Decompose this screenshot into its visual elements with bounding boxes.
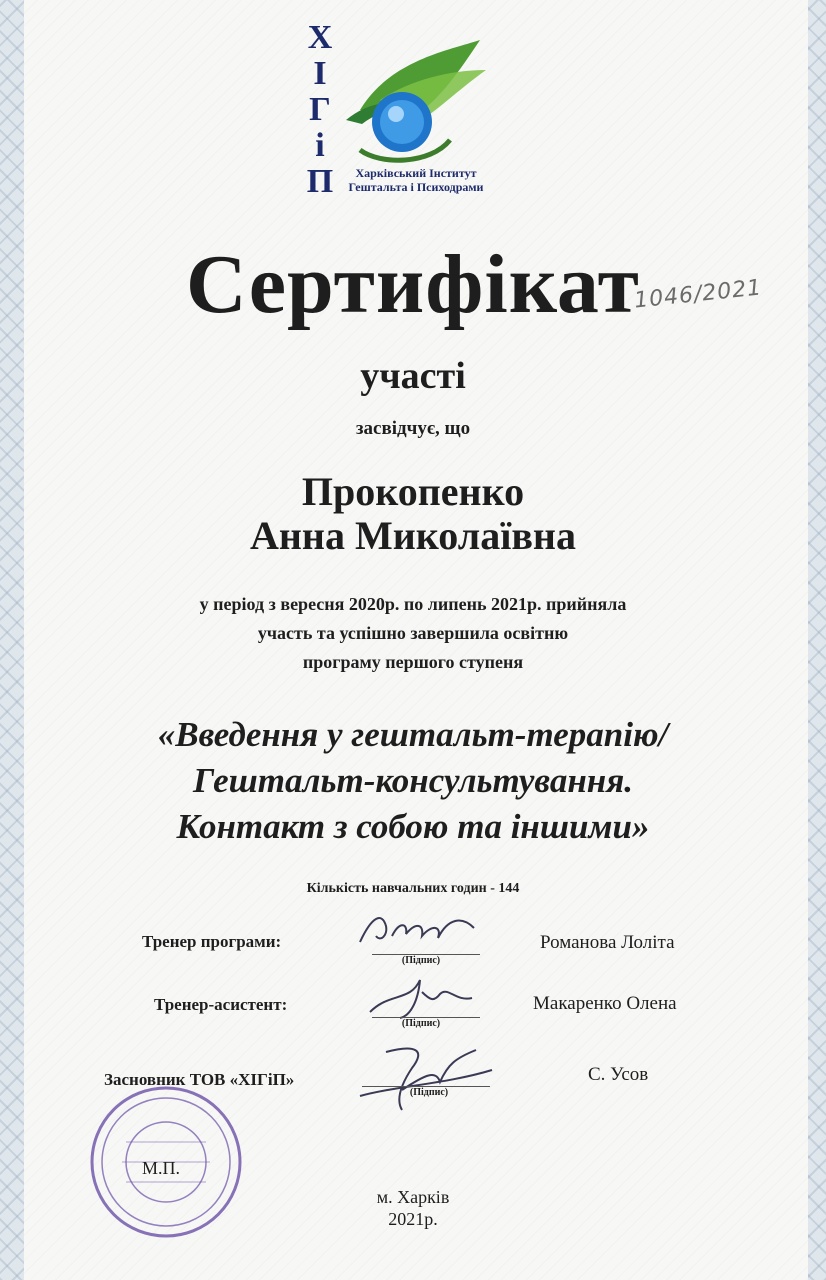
statement-line2: участь та успішно завершила освітню (257, 623, 569, 643)
assistant-signature-icon (360, 972, 480, 1022)
program-line1: «Введення у гештальт-терапію/ (157, 715, 669, 754)
training-hours: Кількість навчальних годин - 144 (306, 881, 520, 896)
recipient-given-names: Анна Миколаївна (250, 513, 576, 558)
logo-letter: Х (307, 19, 333, 56)
logo-letter: Г (309, 91, 331, 128)
place-and-year (0, 1186, 826, 1230)
assistant-signature-caption: (Підпис) (401, 1018, 441, 1029)
eye-leaf-logo-icon (340, 40, 490, 170)
logo-letter: П (306, 163, 334, 200)
trainer-signature-caption: (Підпис) (401, 955, 441, 966)
registration-number: 1046/2021 (633, 275, 764, 314)
city: м. Харків (376, 1187, 450, 1207)
certificate-subtitle: участі (360, 355, 466, 397)
statement-line1: у період з вересня 2020р. по липень 2021р. прийняла (199, 594, 627, 614)
program-line3: Контакт з собою та іншими» (176, 807, 650, 846)
certifies-text: засвідчує, що (355, 418, 471, 439)
completion-statement (0, 590, 826, 677)
program-line2: Гештальт-консультування. (193, 761, 633, 800)
founder-role-label: Засновник ТОВ «ХІГіП» (104, 1070, 295, 1089)
founder-name: С. Усов (588, 1064, 649, 1085)
logo-letters (300, 20, 340, 200)
logo-caption (336, 166, 496, 194)
trainer-name: Романова Лоліта (540, 932, 675, 953)
year: 2021р. (388, 1209, 438, 1229)
assistant-role-label: Тренер-асистент: (154, 995, 288, 1014)
statement-line3: програму першого ступеня (302, 652, 524, 672)
logo-caption-line2: Гештальта і Психодрами (348, 180, 484, 194)
founder-signature-caption: (Підпис) (409, 1087, 449, 1098)
logo-letter: і (315, 127, 325, 164)
recipient-name (0, 470, 826, 558)
seal-placeholder-label: М.П. (142, 1158, 181, 1178)
logo-caption-line1: Харківський Інститут (355, 166, 477, 180)
certificate-title: Сертифікат (186, 238, 640, 331)
trainer-signature-icon (352, 906, 482, 952)
recipient-surname: Прокопенко (301, 469, 525, 514)
program-title (0, 712, 826, 850)
founder-signature-icon (356, 1040, 496, 1118)
logo-letter: І (313, 55, 327, 92)
assistant-name: Макаренко Олена (533, 993, 677, 1014)
trainer-role-label: Тренер програми: (142, 932, 282, 951)
